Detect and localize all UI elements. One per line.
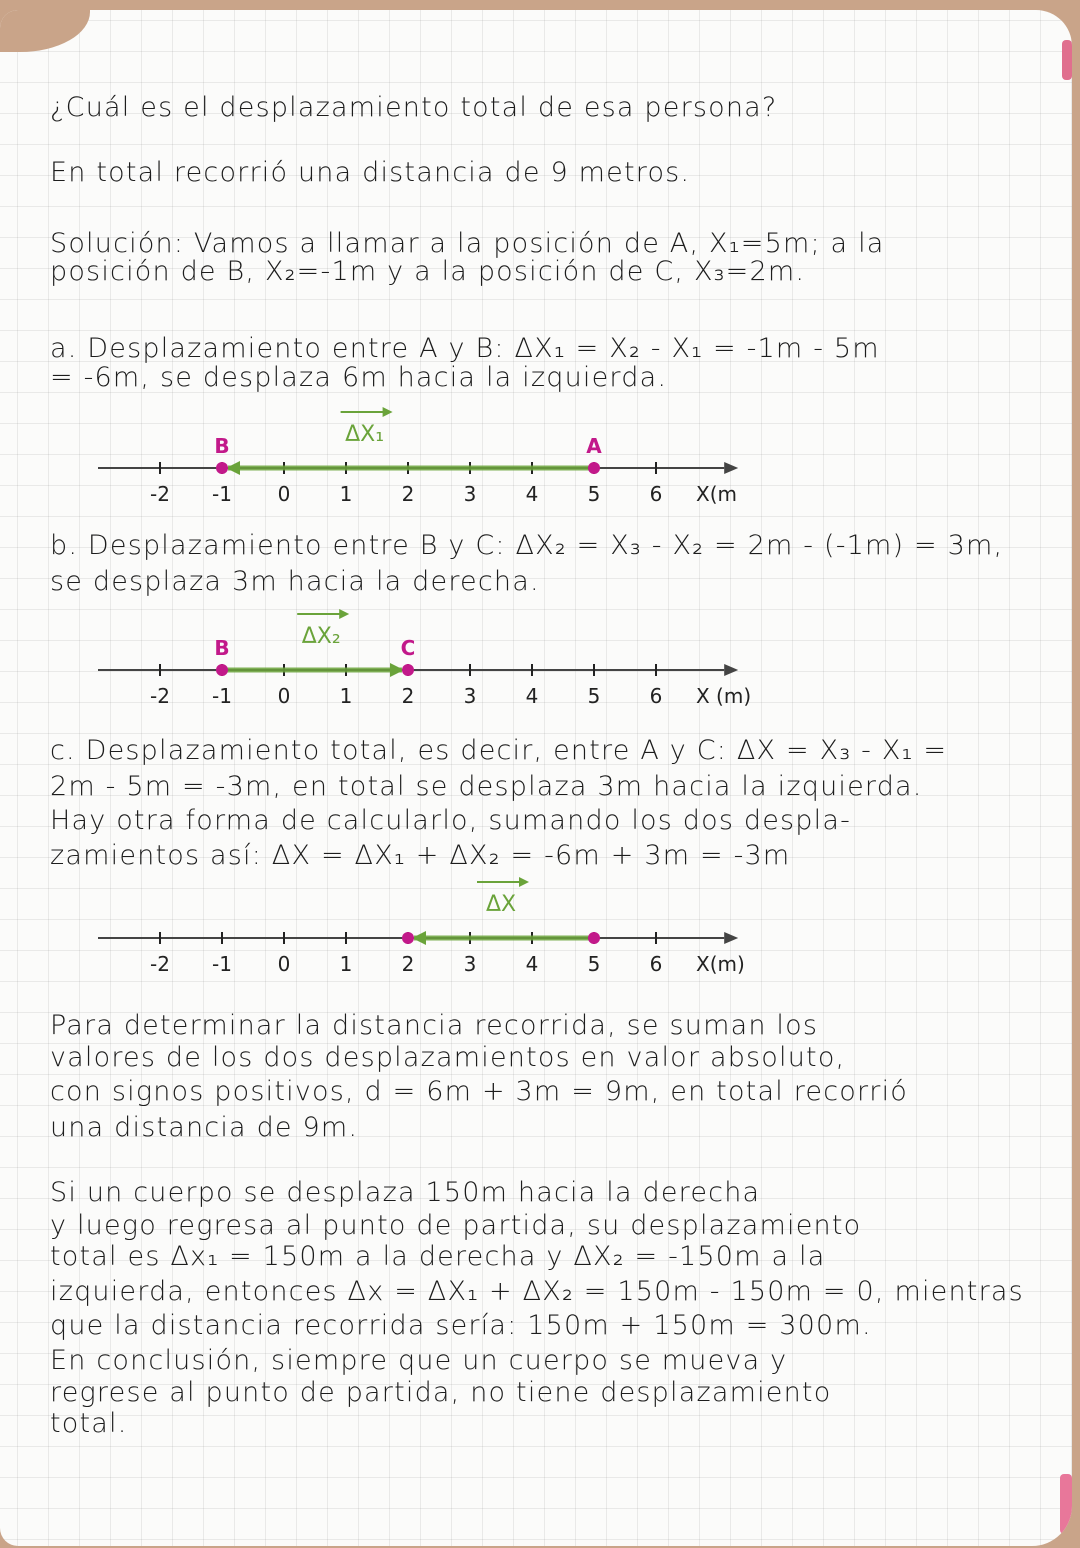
text-line-sol2: posición de B, X₂=-1m y a la posición de C, X₃=2m. bbox=[50, 256, 806, 287]
notebook-page bbox=[0, 10, 1072, 1546]
text-line-d3: con signos positivos, d = 6m + 3m = 9m, en total recorrió bbox=[50, 1076, 908, 1107]
axis-label: X(m) bbox=[696, 952, 745, 976]
vector-label: ΔX₂ bbox=[301, 624, 341, 649]
tick-label: -1 bbox=[212, 684, 232, 708]
tick-label: 1 bbox=[339, 952, 353, 976]
tick-label: 4 bbox=[525, 482, 539, 506]
text-line-e2: y luego regresa al punto de partida, su desplazamiento bbox=[50, 1210, 862, 1241]
point-label-b: B bbox=[214, 434, 230, 458]
tick-label: 4 bbox=[525, 684, 539, 708]
text-line-b1: b. Desplazamiento entre B y C: ΔX₂ = X₃ - X₂ = 2m - (-1m) = 3m, bbox=[50, 530, 1004, 561]
text-line-e7: regrese al punto de partida, no tiene desplazamiento bbox=[50, 1377, 832, 1408]
tick-label: 0 bbox=[277, 952, 291, 976]
tick-label: 2 bbox=[401, 952, 415, 976]
tick-label: 1 bbox=[339, 684, 353, 708]
tick-label: -2 bbox=[150, 952, 170, 976]
tick-label: 3 bbox=[463, 684, 477, 708]
tick-label: 5 bbox=[587, 482, 601, 506]
axis-label: X(m bbox=[696, 482, 737, 506]
tick-label: 4 bbox=[525, 952, 539, 976]
notebook-edge-mark-bottom bbox=[1060, 1474, 1072, 1534]
tick-label: -1 bbox=[212, 952, 232, 976]
axis-label: X (m) bbox=[696, 684, 752, 708]
tick-label: 1 bbox=[339, 482, 353, 506]
text-line-d2: valores de los dos desplazamientos en valor absoluto, bbox=[50, 1042, 846, 1073]
text-line-e3: total es Δx₁ = 150m a la derecha y ΔX₂ = -150m a la bbox=[50, 1241, 826, 1272]
text-line-d4: una distancia de 9m. bbox=[50, 1112, 359, 1143]
text-line-e5: que la distancia recorrida sería: 150m + 150m = 300m. bbox=[50, 1310, 872, 1341]
text-line-a1: a. Desplazamiento entre A y B: ΔX₁ = X₂ - X₁ = -1m - 5m bbox=[50, 333, 880, 364]
tick-label: 3 bbox=[463, 952, 477, 976]
tick-label: 0 bbox=[277, 684, 291, 708]
vector-label: ΔX₁ bbox=[345, 422, 385, 447]
numline-a bbox=[0, 422, 1072, 510]
tick-label: 0 bbox=[277, 482, 291, 506]
tick-label: 6 bbox=[649, 684, 663, 708]
text-line-question: ¿Cuál es el desplazamiento total de esa persona? bbox=[50, 92, 778, 123]
tick-label: -2 bbox=[150, 482, 170, 506]
numline-c bbox=[0, 892, 1072, 980]
text-line-c2: 2m - 5m = -3m, en total se desplaza 3m hacia la izquierda. bbox=[50, 771, 923, 802]
notebook-edge-mark bbox=[1062, 40, 1072, 80]
text-line-e1: Si un cuerpo se desplaza 150m hacia la derecha bbox=[50, 1177, 761, 1208]
point-label-a: A bbox=[586, 434, 602, 458]
text-line-b2: se desplaza 3m hacia la derecha. bbox=[50, 566, 540, 597]
tick-label: 6 bbox=[649, 482, 663, 506]
text-line-a2: = -6m, se desplaza 6m hacia la izquierda. bbox=[50, 362, 668, 393]
text-line-d1: Para determinar la distancia recorrida, se suman los bbox=[50, 1010, 819, 1041]
numline-b bbox=[0, 624, 1072, 712]
tick-label: 5 bbox=[587, 684, 601, 708]
text-line-e8: total. bbox=[50, 1408, 128, 1439]
tick-label: 2 bbox=[401, 684, 415, 708]
text-line-c1: c. Desplazamiento total, es decir, entre A y C: ΔX = X₃ - X₁ = bbox=[50, 735, 948, 766]
tick-label: 6 bbox=[649, 952, 663, 976]
tick-label: 3 bbox=[463, 482, 477, 506]
text-line-answer: En total recorrió una distancia de 9 metros. bbox=[50, 157, 691, 188]
text-line-e6: En conclusión, siempre que un cuerpo se mueva y bbox=[50, 1345, 788, 1376]
tick-label: -1 bbox=[212, 482, 232, 506]
tick-label: 2 bbox=[401, 482, 415, 506]
tick-label: 5 bbox=[587, 952, 601, 976]
text-line-e4: izquierda, entonces Δx = ΔX₁ + ΔX₂ = 150m - 150m = 0, mientras bbox=[50, 1276, 1024, 1307]
text-line-c4: zamientos así: ΔX = ΔX₁ + ΔX₂ = -6m + 3m = -3m bbox=[50, 840, 791, 871]
page-corner-shadow bbox=[0, 10, 90, 52]
point-label-c: C bbox=[400, 636, 416, 660]
vector-label: ΔX bbox=[485, 892, 517, 917]
text-line-c3: Hay otra forma de calcularlo, sumando los dos despla- bbox=[50, 805, 852, 836]
point-label-b: B bbox=[214, 636, 230, 660]
text-line-sol1: Solución: Vamos a llamar a la posición de A, X₁=5m; a la bbox=[50, 228, 885, 259]
tick-label: -2 bbox=[150, 684, 170, 708]
